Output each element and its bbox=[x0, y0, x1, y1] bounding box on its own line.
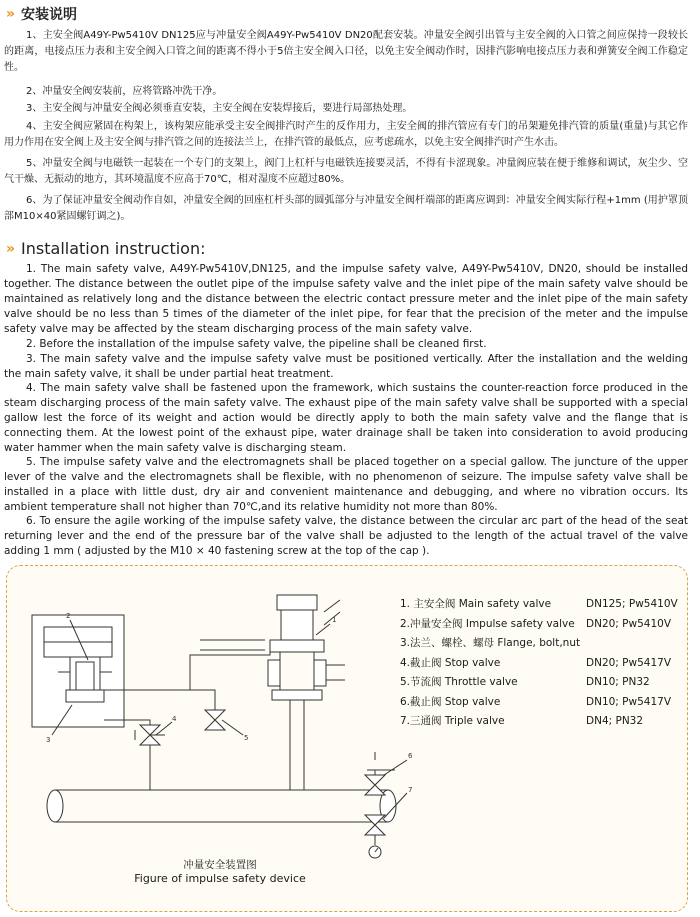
legend-spec bbox=[586, 634, 690, 654]
legend-row bbox=[400, 673, 690, 693]
cn-item-5: 5、冲量安全阀与电磁铁一起装在一个专门的支架上，阀门上杠杆与电磁铁连接要灵活，不得有卡涩现象。冲量阀应装在便于维修和调试，灰尘少、空气干燥、无振动的地方，其环境温度不应高于70℃，相对湿度不应超过80%。 bbox=[4, 158, 688, 185]
callout-1: 1 bbox=[332, 616, 337, 624]
cn-section-title: 安装说明 bbox=[21, 7, 78, 23]
cn-item-1: 1、主安全阀A49Y-Pw5410V DN125应与冲量安全阀A49Y-Pw5410V DN20配套安装。冲量安全阀引出管与主安全阀的入口管之间应保持一段较长的距离，电接点压力表和主安全阀入口管之间的距离不得小于5倍主安全阀入口径，以免主安全阀动作时，因排汽影响电接点压力表和弹簧安全阀工作稳定性。 bbox=[4, 30, 688, 73]
legend-name: 5.节流阀 Throttle valve bbox=[400, 676, 518, 688]
legend-name: 4.截止阀 Stop valve bbox=[400, 656, 501, 669]
legend-name: 1. 主安全阀 Main safety valve bbox=[400, 598, 552, 610]
legend-spec: DN125; Pw5410V bbox=[586, 598, 678, 610]
legend-row bbox=[400, 712, 690, 732]
legend-spec: DN10; PN32 bbox=[586, 676, 650, 688]
legend-name: 6.截止阀 Stop valve bbox=[400, 695, 501, 708]
legend-spec: DN20; Pw5410V bbox=[586, 617, 671, 630]
en-item-2: 2. Before the installation of the impulse safety valve, the pipeline shall be cleaned first. bbox=[26, 338, 487, 350]
callout-3: 3 bbox=[46, 736, 51, 744]
cn-item-4: 4、主安全阀应紧固在构架上，该构架应能承受主安全阀排汽时产生的反作用力，主安全阀的排汽管应有专门的吊架避免排汽管的质量(重量)与其它作用力作用在安全阀上及主安全阀与排汽管之间的连接法兰上，在排汽管的最低点，应考虑疏水，以免主安全阀排汽时产生水击。 bbox=[4, 121, 688, 148]
legend-spec: DN10; Pw5417V bbox=[586, 695, 671, 708]
legend-name: 2.冲量安全阀 Impulse safety valve bbox=[400, 617, 575, 630]
callout-5: 5 bbox=[244, 734, 249, 742]
chevron-icon: » bbox=[6, 6, 14, 22]
cn-item-6: 6、为了保证冲量安全阀动作自如，冲量安全阀的回座杠杆头部的圆弧部分与冲量安全阀杆端部的距离应调到：冲量安全阀实际行程+1mm (用护罩顶部M10×40紧固螺钉调之)。 bbox=[4, 195, 688, 222]
figure-caption-en: Figure of impulse safety device bbox=[134, 872, 306, 885]
en-item-4: 4. The main safety valve shall be fastened upon the framework, which sustains the counter-reaction force produced in the steam discharging process of the main safety valve. The exhaust pipe of the main safety valve shall be supported with a special gallow lest the force of its weight and action would be directly apply to both the main safety valve and the flange that is connecting them. At the lowest point of the exhaust pipe, water drainage shall be taken into consideration to avoid producing water hammer when the main safety valve is discharging steam. bbox=[4, 382, 688, 454]
en-section-title: Installation instruction: bbox=[21, 239, 206, 258]
legend-spec: DN4; PN32 bbox=[586, 715, 644, 727]
figure-caption-cn: 冲量安全装置图 bbox=[183, 859, 257, 871]
callout-4: 4 bbox=[172, 715, 177, 723]
callout-6: 6 bbox=[408, 752, 413, 760]
en-item-5: 5. The impulse safety valve and the electromagnets shall be placed together on a special gallow. The juncture of the upper lever of the valve and the electromagnets shall be flexible, with no phenomenon of seizure. The impulse safety valve shall be installed in a place with little dust, dry air and convenient maintenance and debugging, and where no vibration occurs. Its ambient temperature shall not higher than 70℃,and its relative humidity not more than 80%. bbox=[4, 456, 688, 513]
legend-row bbox=[400, 634, 690, 654]
cn-item-2: 2、冲量安全阀安装前，应将管路冲洗干净。 bbox=[26, 86, 223, 97]
en-item-6: 6. To ensure the agile working of the impulse safety valve, the distance between the circular arc part of the head of the seat returning lever and the end of the pressure bar of the valve shall be adjusted to the length of the actual travel of the valve adding 1 mm ( adjusted by the M10 × 40 fastening screw at the top of the cap ). bbox=[4, 515, 688, 557]
legend-name: 7.三通阀 Triple valve bbox=[400, 715, 505, 727]
legend-row bbox=[400, 693, 690, 713]
figure-legend bbox=[400, 595, 690, 732]
callout-2: 2 bbox=[66, 612, 71, 620]
en-item-3: 3. The main safety valve and the impulse safety valve must be positioned vertically. After the installation and the welding the main safety valve, it shall be under partial heat treatment. bbox=[4, 353, 688, 380]
legend-row bbox=[400, 654, 690, 674]
cn-item-3: 3、主安全阀与冲量安全阀必须垂直安装，主安全阀在安装焊接后，要进行局部热处理。 bbox=[26, 103, 413, 114]
legend-spec: DN20; Pw5417V bbox=[586, 656, 671, 669]
legend-row bbox=[400, 595, 690, 615]
legend-row bbox=[400, 615, 690, 635]
chevron-icon: » bbox=[6, 240, 14, 257]
en-item-1: 1. The main safety valve, A49Y-Pw5410V,DN125, and the impulse safety valve, A49Y-Pw5410V, DN20, should be installed together. The distance between the outlet pipe of the impulse safety valve and the inlet pipe of the main safety valve should be maintained as relatively long and the distance between the electric contact pressure meter and the inlet pipe of the main safety valve should be no less than 5 times of the diameter of the inlet pipe, for fear that the precision of the meter and the impulse safety valve may be affected by the steam discharging process of the main safety valve. bbox=[4, 263, 688, 335]
callout-7: 7 bbox=[408, 786, 413, 794]
legend-name: 3.法兰、螺栓、螺母 Flange, bolt,nut bbox=[400, 637, 581, 649]
